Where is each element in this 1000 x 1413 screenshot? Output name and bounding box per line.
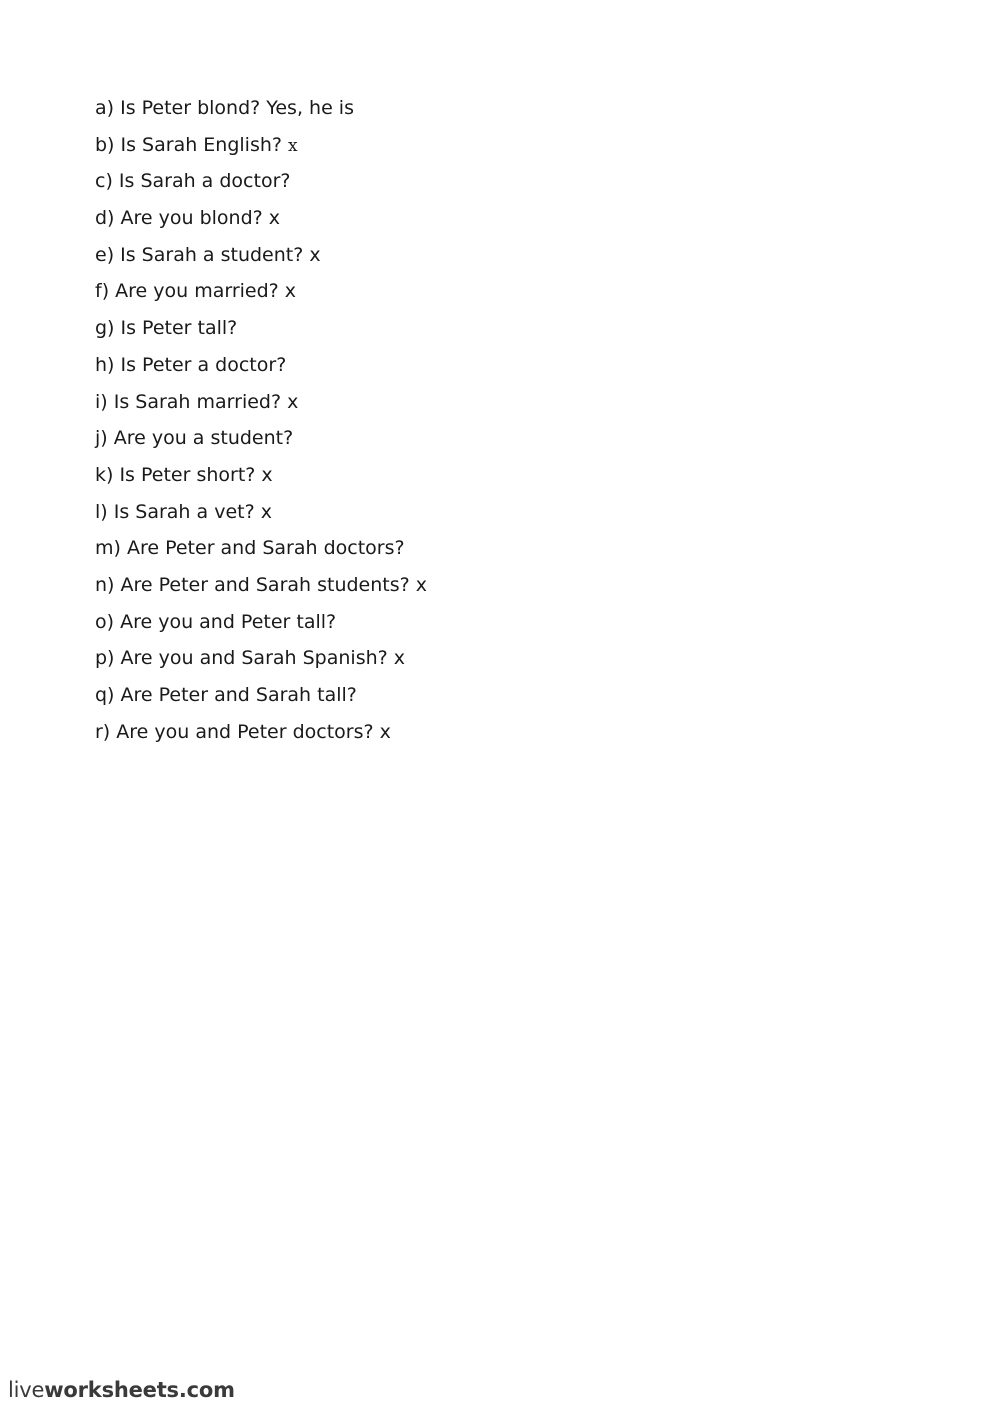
question-text: i) Is Sarah married? x bbox=[95, 390, 299, 413]
question-j bbox=[95, 423, 795, 460]
question-text: b) Is Sarah English? bbox=[95, 133, 282, 156]
question-h bbox=[95, 350, 795, 387]
logo-tld: .com bbox=[178, 1378, 235, 1402]
question-text: j) Are you a student? bbox=[95, 427, 294, 450]
answer-mark: x bbox=[288, 135, 298, 156]
question-k bbox=[95, 460, 795, 497]
question-l bbox=[95, 497, 795, 534]
question-text: k) Is Peter short? x bbox=[95, 463, 273, 486]
question-list bbox=[95, 93, 795, 753]
question-f bbox=[95, 276, 795, 313]
question-text: d) Are you blond? x bbox=[95, 207, 281, 230]
liveworksheets-logo bbox=[8, 1378, 235, 1402]
question-n bbox=[95, 570, 795, 607]
logo-live: live bbox=[8, 1378, 45, 1402]
question-text: l) Is Sarah a vet? x bbox=[95, 500, 272, 523]
question-text: c) Is Sarah a doctor? bbox=[95, 170, 291, 193]
question-g bbox=[95, 313, 795, 350]
question-b bbox=[95, 130, 795, 167]
question-text: a) Is Peter blond? Yes, he is bbox=[95, 97, 354, 119]
question-text: q) Are Peter and Sarah tall? bbox=[95, 684, 357, 706]
question-text: p) Are you and Sarah Spanish? x bbox=[95, 647, 406, 670]
question-a bbox=[95, 93, 795, 130]
question-o bbox=[95, 607, 795, 644]
question-e bbox=[95, 240, 795, 277]
question-p bbox=[95, 643, 795, 680]
question-i bbox=[95, 387, 795, 424]
question-c bbox=[95, 166, 795, 203]
question-text: h) Is Peter a doctor? bbox=[95, 353, 287, 376]
question-r bbox=[95, 717, 795, 754]
question-m bbox=[95, 533, 795, 570]
question-text: f) Are you married? x bbox=[95, 280, 297, 303]
question-text: m) Are Peter and Sarah doctors? bbox=[95, 537, 405, 560]
question-text: e) Is Sarah a student? x bbox=[95, 243, 321, 266]
question-text: o) Are you and Peter tall? bbox=[95, 610, 337, 633]
question-q bbox=[95, 680, 795, 717]
question-text: r) Are you and Peter doctors? x bbox=[95, 720, 391, 743]
logo-worksheets: worksheets bbox=[44, 1378, 179, 1402]
question-text: n) Are Peter and Sarah students? x bbox=[95, 573, 427, 596]
question-d bbox=[95, 203, 795, 240]
question-text: g) Is Peter tall? bbox=[95, 317, 238, 340]
